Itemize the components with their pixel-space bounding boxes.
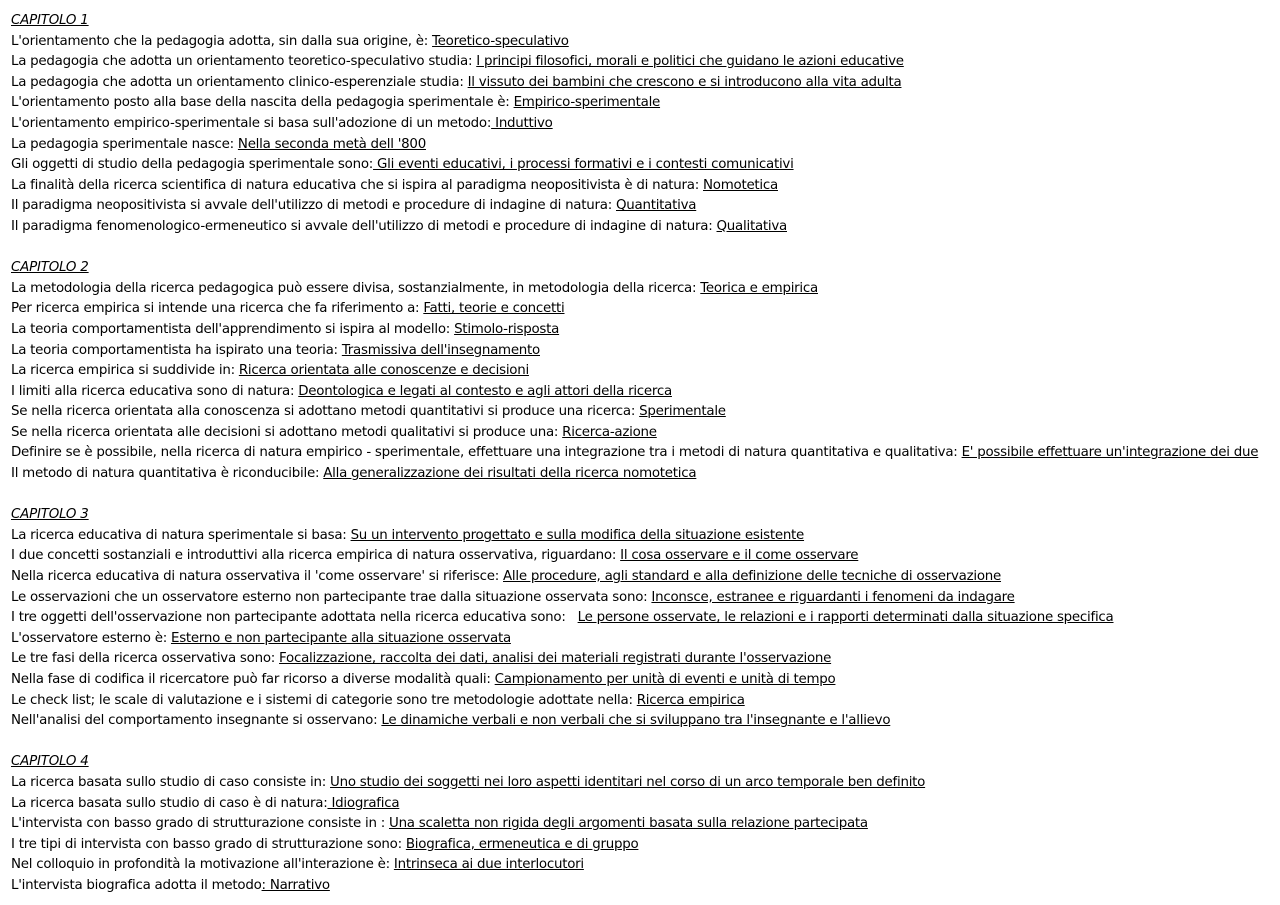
question-text: I tre oggetti dell'osservazione non partecipante adottata nella ricerca educativa sono:	[11, 610, 578, 626]
question-answer-line	[11, 32, 1269, 53]
answer-text: Uno studio dei soggetti nei loro aspetti identitari nel corso di un arco temporale ben definito	[330, 774, 926, 790]
question-text: La pedagogia sperimentale nasce:	[11, 136, 238, 152]
answer-text: Una scaletta non rigida degli argomenti basata sulla relazione partecipata	[389, 816, 868, 832]
question-text: Nella fase di codifica il ricercatore può far ricorso a diverse modalità quali:	[11, 672, 495, 687]
question-text: Nel colloquio in profondità la motivazione all'interazione è:	[11, 857, 394, 873]
question-answer-line	[11, 320, 1269, 341]
question-text: Il paradigma neopositivista si avvale dell'utilizzo di metodi e procedure di indagine di natura:	[11, 198, 616, 214]
answer-text: Quantitativa	[615, 198, 697, 214]
question-text: Per ricerca empirica si intende una ricerca che fa riferimento a:	[11, 301, 424, 317]
question-answer-line	[11, 382, 1269, 403]
answer-text: Intrinseca ai due interlocutori	[393, 857, 584, 873]
answer-text: Le dinamiche verbali e non verbali che si sviluppano tra l'insegnante e l'allievo	[381, 713, 891, 729]
answer-text: Alla generalizzazione dei risultati della ricerca nomotetica	[323, 466, 697, 482]
question-answer-line	[11, 794, 1269, 815]
question-answer-line	[11, 567, 1269, 588]
chapter-title: CAPITOLO 4	[11, 754, 89, 770]
answer-text: Empirico-sperimentale	[513, 95, 661, 111]
question-answer-line	[11, 176, 1269, 197]
question-text: L'orientamento empirico-sperimentale si basa sull'adozione di un metodo:	[11, 115, 492, 131]
chapter-section	[11, 258, 1269, 485]
question-answer-line	[11, 279, 1269, 300]
answer-text: Trasmissiva dell'insegnamento	[341, 342, 540, 358]
question-answer-line	[11, 773, 1269, 794]
answer-text: Le persone osservate, le relazioni e i rapporti determinati dalla situazione specifica	[577, 610, 1114, 626]
question-answer-line	[11, 876, 1269, 897]
question-text: L'orientamento che la pedagogia adotta, sin dalla sua origine, è:	[11, 33, 433, 49]
question-text: Nell'analisi del comportamento insegnante si osservano:	[11, 713, 382, 729]
question-text: Il paradigma fenomenologico-ermeneutico si avvale dell'utilizzo di metodi e procedure di indagine di natura:	[11, 218, 717, 234]
answer-text: Stimolo-risposta	[454, 321, 560, 337]
question-answer-line	[11, 629, 1269, 650]
question-text: La pedagogia che adotta un orientamento clinico-esperenziale studia:	[11, 74, 468, 90]
question-answer-line	[11, 361, 1269, 382]
question-text: La ricerca basata sullo studio di caso è di natura:	[11, 795, 328, 811]
answer-text: Gli eventi educativi, i processi formativi e i contesti comunicativi	[373, 157, 794, 173]
question-answer-line	[11, 155, 1269, 176]
question-text: La ricerca educativa di natura sperimentale si basa:	[11, 527, 351, 543]
question-text: L'intervista con basso grado di strutturazione consiste in :	[11, 816, 390, 832]
answer-text: Campionamento per unità di eventi e unità di tempo	[494, 672, 836, 687]
question-text: La ricerca basata sullo studio di caso consiste in:	[11, 774, 331, 790]
answer-text: Il cosa osservare e il come osservare	[620, 548, 859, 564]
question-text: L'orientamento posto alla base della nascita della pedagogia sperimentale è:	[11, 95, 514, 111]
question-answer-line	[11, 73, 1269, 94]
answer-text: Teorica e empirica	[700, 280, 818, 296]
question-answer-line	[11, 114, 1269, 135]
question-text: Definire se è possibile, nella ricerca di natura empirico - sperimentale, effettuare una integrazione tra i metodi di natura quantitativa e qualitativa:	[11, 445, 962, 461]
answer-text: Il vissuto dei bambini che crescono e si introducono alla vita adulta	[467, 74, 902, 90]
question-text: Le tre fasi della ricerca osservativa sono:	[11, 651, 280, 667]
question-answer-line	[11, 464, 1269, 485]
question-text: La metodologia della ricerca pedagogica può essere divisa, sostanzialmente, in metodologia della ricerca:	[11, 280, 701, 296]
question-text: L'osservatore esterno è:	[11, 630, 171, 646]
question-text: Il metodo di natura quantitativa è riconducibile:	[11, 466, 324, 482]
question-text: La ricerca empirica si suddivide in:	[11, 363, 239, 379]
answer-text: Fatti, teorie e concetti	[423, 301, 565, 317]
chapter-section	[11, 505, 1269, 732]
question-answer-line	[11, 196, 1269, 217]
chapter-title: CAPITOLO 1	[11, 13, 89, 28]
question-answer-line	[11, 835, 1269, 856]
question-answer-line	[11, 423, 1269, 444]
question-answer-line	[11, 341, 1269, 362]
answer-text: Focalizzazione, raccolta dei dati, analisi dei materiali registrati durante l'osservazione	[279, 651, 832, 667]
answer-text: : Narrativo	[261, 877, 330, 893]
question-text: La pedagogia che adotta un orientamento teoretico-speculativo studia:	[11, 54, 477, 70]
answer-text: Ricerca empirica	[636, 692, 745, 708]
answer-text: Nella seconda metà dell '800	[237, 136, 426, 152]
question-text: Se nella ricerca orientata alla conoscenza si adottano metodi quantitativi si produce una ricerca:	[11, 404, 640, 420]
answer-text: Inconsce, estranee e riguardanti i fenomeni da indagare	[651, 589, 1015, 605]
chapter-section	[11, 752, 1269, 896]
question-answer-line	[11, 608, 1269, 629]
question-answer-line	[11, 443, 1269, 464]
question-answer-line	[11, 299, 1269, 320]
question-text: I tre tipi di intervista con basso grado di strutturazione sono:	[11, 836, 406, 852]
question-answer-line	[11, 526, 1269, 547]
question-answer-line	[11, 711, 1269, 732]
question-text: Le check list; le scale di valutazione e i sistemi di categorie sono tre metodologie adottate nella:	[11, 692, 637, 708]
question-text: Nella ricerca educativa di natura osservativa il 'come osservare' si riferisce:	[11, 569, 504, 585]
answer-text: Ricerca orientata alle conoscenze e decisioni	[238, 363, 529, 379]
answer-text: E' possibile effettuare un'integrazione dei due	[961, 445, 1259, 461]
question-answer-line	[11, 402, 1269, 423]
question-text: Le osservazioni che un osservatore esterno non partecipante trae dalla situazione osservata sono:	[11, 589, 652, 605]
answer-text: Alle procedure, agli standard e alla definizione delle tecniche di osservazione	[503, 569, 1002, 585]
chapter-section	[11, 11, 1269, 238]
answer-text: Idiografica	[327, 795, 400, 811]
question-answer-line	[11, 52, 1269, 73]
answer-text: Biografica, ermeneutica e di gruppo	[405, 836, 639, 852]
question-text: La teoria comportamentista dell'apprendimento si ispira al modello:	[11, 321, 455, 337]
question-answer-line	[11, 691, 1269, 712]
answer-text: Ricerca-azione	[562, 424, 657, 440]
question-text: La finalità della ricerca scientifica di natura educativa che si ispira al paradigma neopositivista è di natura:	[11, 177, 703, 193]
question-answer-line	[11, 546, 1269, 567]
question-text: Se nella ricerca orientata alle decisioni si adottano metodi qualitativi si produce una:	[11, 424, 563, 440]
question-answer-line	[11, 217, 1269, 238]
question-answer-line	[11, 93, 1269, 114]
question-answer-line	[11, 135, 1269, 156]
answer-text: Sperimentale	[639, 404, 726, 420]
question-text: I due concetti sostanziali e introduttivi alla ricerca empirica di natura osservativa, riguardano:	[11, 548, 621, 564]
question-text: L'intervista biografica adotta il metodo	[11, 877, 262, 893]
question-answer-line	[11, 649, 1269, 670]
answer-text: I principi filosofici, morali e politici che guidano le azioni educative	[476, 54, 904, 70]
chapter-title: CAPITOLO 3	[11, 507, 89, 523]
answer-text: Su un intervento progettato e sulla modifica della situazione esistente	[350, 527, 805, 543]
question-answer-line	[11, 855, 1269, 876]
question-answer-line	[11, 588, 1269, 609]
answer-text: Deontologica e legati al contesto e agli attori della ricerca	[298, 383, 672, 399]
question-answer-line	[11, 814, 1269, 835]
answer-text: Qualitativa	[716, 218, 787, 234]
question-answer-line	[11, 670, 1269, 691]
question-text: I limiti alla ricerca educativa sono di natura:	[11, 383, 299, 399]
chapter-title: CAPITOLO 2	[11, 260, 89, 276]
question-text: Gli oggetti di studio della pedagogia sperimentale sono:	[11, 157, 374, 173]
answer-text: Nomotetica	[703, 177, 778, 193]
answer-text: Induttivo	[491, 115, 553, 131]
answer-text: Teoretico-speculativo	[432, 33, 569, 49]
question-text: La teoria comportamentista ha ispirato una teoria:	[11, 342, 342, 358]
answer-text: Esterno e non partecipante alla situazione osservata	[170, 630, 511, 646]
